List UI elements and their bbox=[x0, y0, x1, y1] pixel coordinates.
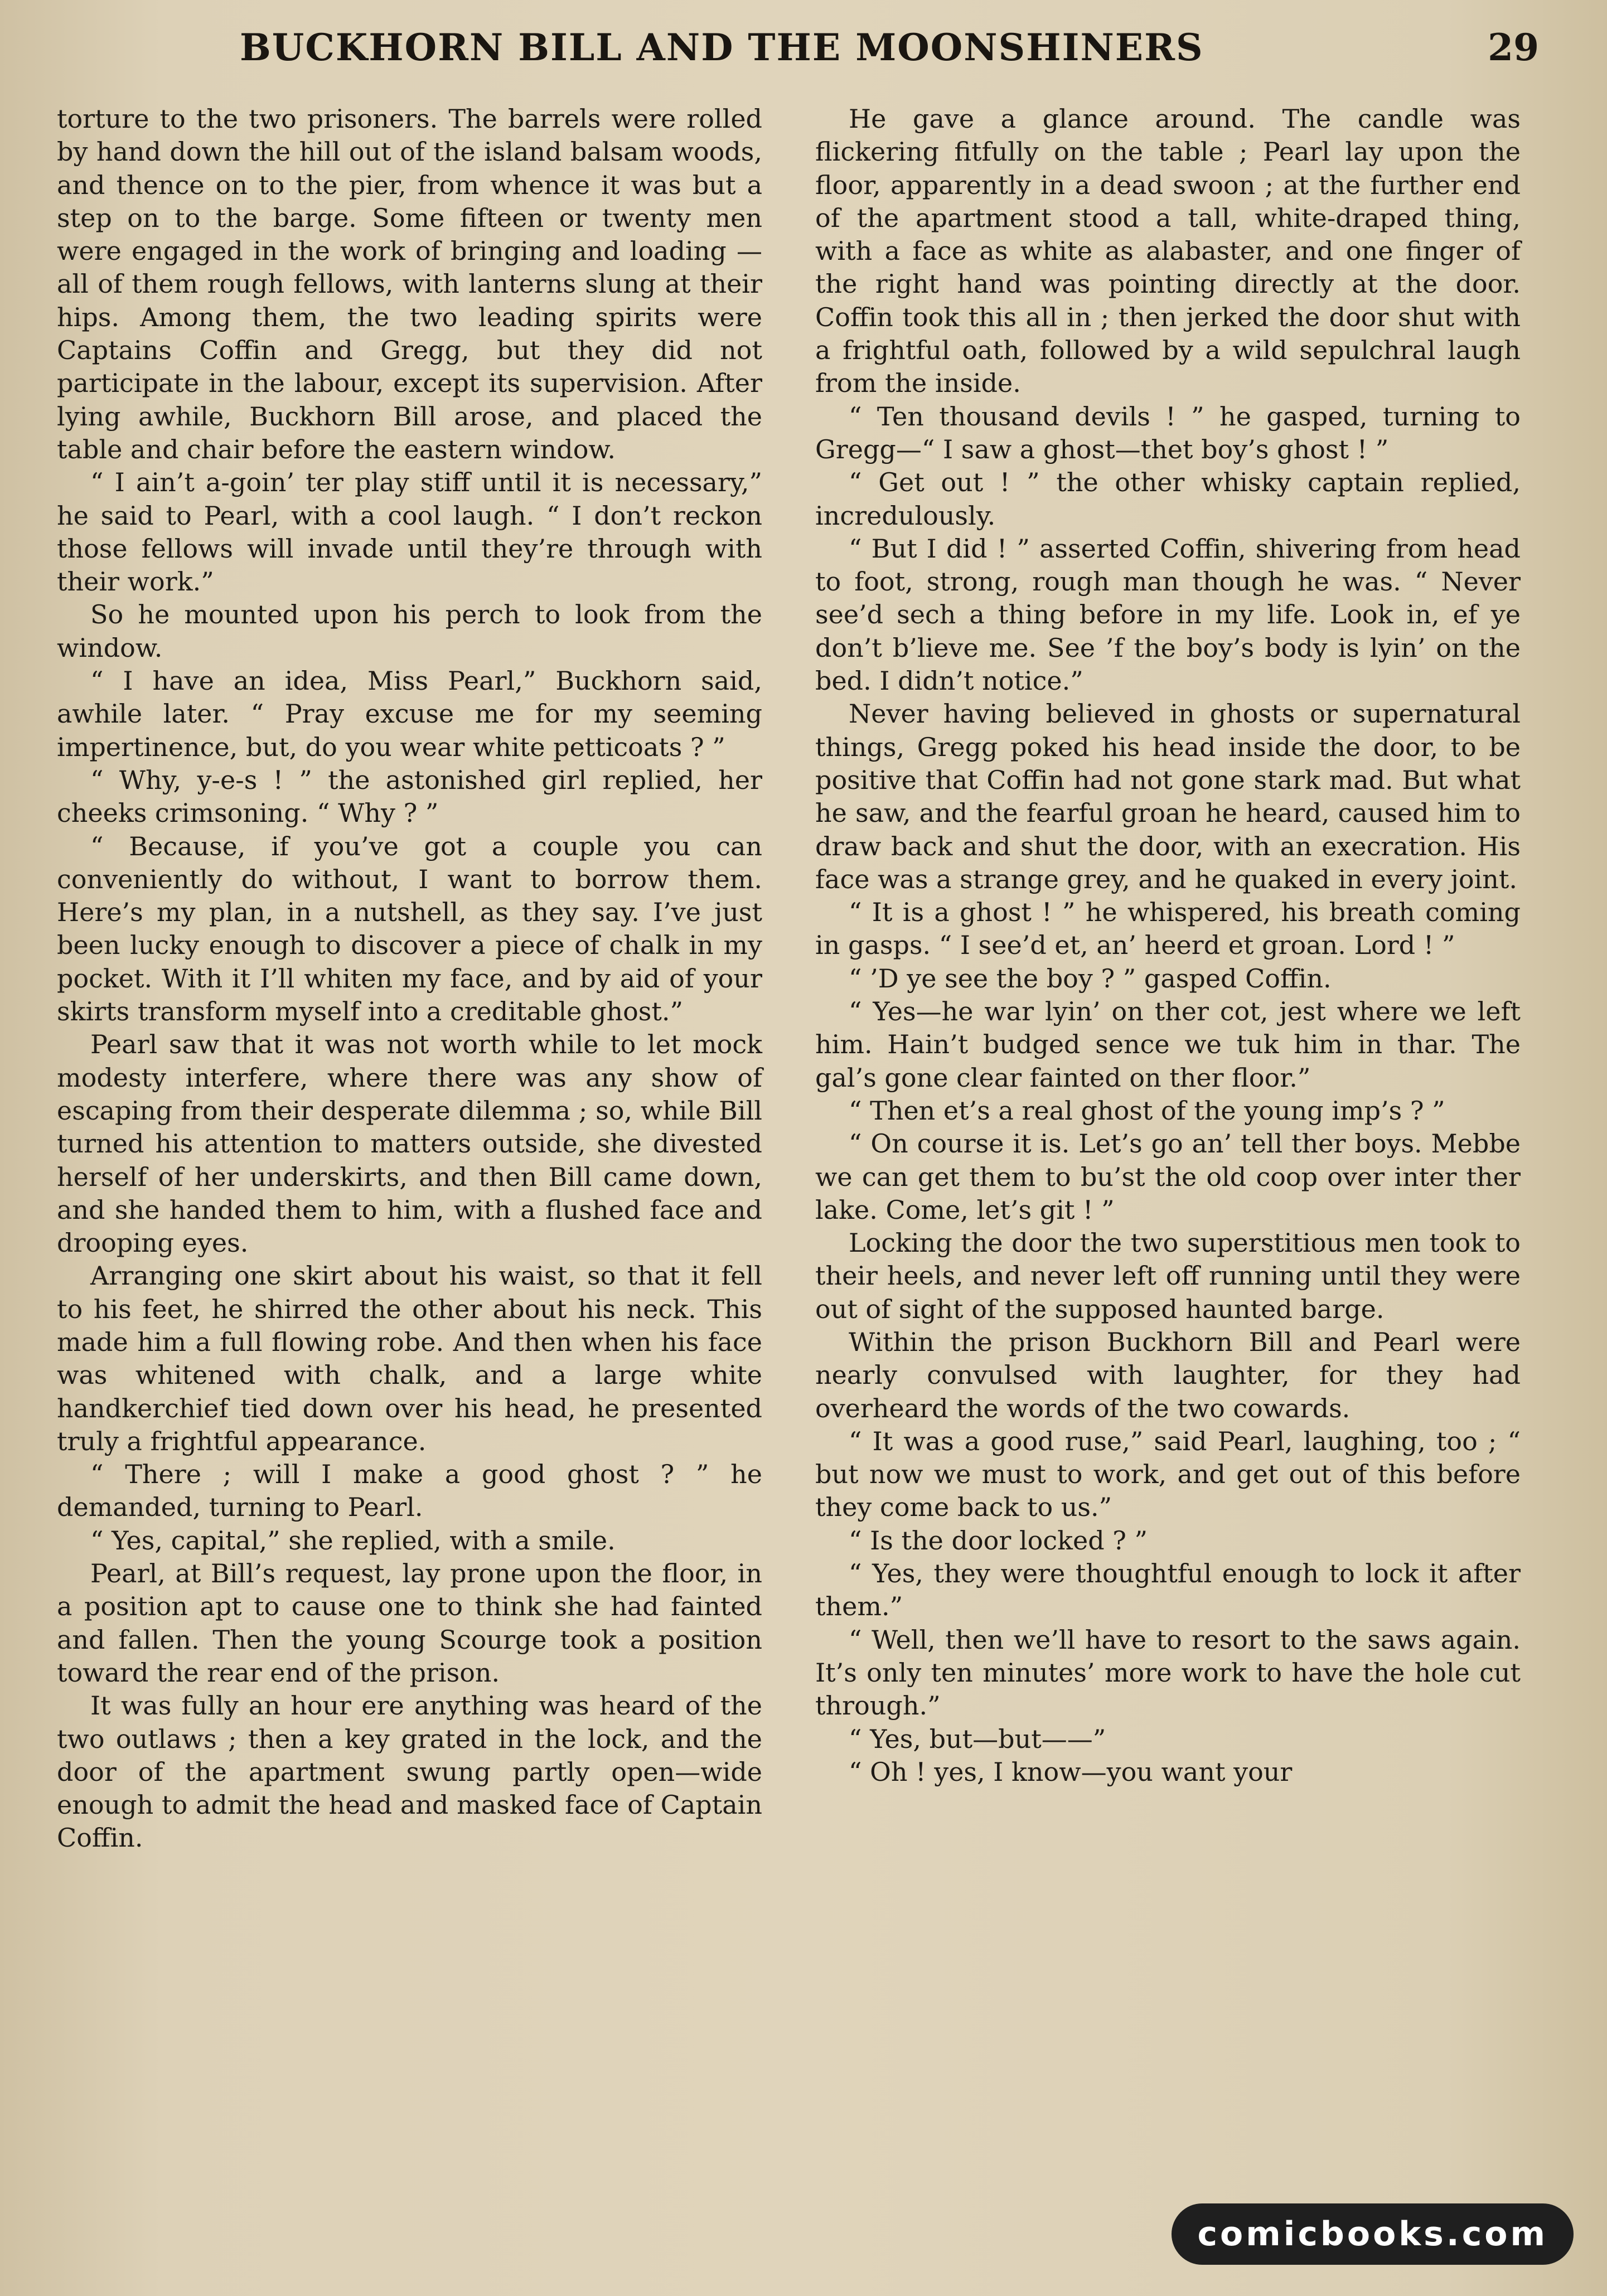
paragraph: “ But I did ! ” asserted Coffin, shivering from head to foot, strong, rough man though he was. “ Never see’d sech a thing before in my life. Look in, ef ye don’t b’lieve me. See ’f the boy’s body is lyin’ on the bed. I didn’t notice.” bbox=[815, 533, 1521, 696]
paragraph: “ I ain’t a-goin’ ter play stiff until it is necessary,” he said to Pearl, with a cool laugh. “ I don’t reckon those fellows will invade until they’re through with their work.” bbox=[57, 467, 762, 597]
paragraph: Within the prison Buckhorn Bill and Pearl were nearly convulsed with laughter, for they had overheard the words of the two cowards. bbox=[815, 1326, 1521, 1423]
paragraph: “ Oh ! yes, I know—you want your bbox=[849, 1756, 1293, 1787]
page-number: 29 bbox=[1488, 26, 1539, 69]
paragraph: It was fully an hour ere anything was heard of the two outlaws ; then a key grated in the lock, and the door of the apartment swung partly open—wide enough to admit the head and masked face of Captain Coffin. bbox=[57, 1690, 762, 1853]
paragraph: “ Because, if you’ve got a couple you can conveniently do without, I want to borrow them. Here’s my plan, in a nutshell, as they say. I’ve just been lucky enough to discover a piece of chalk in my pocket. With it I’ll whiten my face, and by aid of your skirts transform myself into a creditable ghost.” bbox=[57, 831, 762, 1027]
left-column bbox=[57, 103, 762, 1855]
paragraph: “ Well, then we’ll have to resort to the saws again. It’s only ten minutes’ more work to have the hole cut through.” bbox=[815, 1624, 1521, 1721]
paragraph: “ Yes, they were thoughtful enough to lock it after them.” bbox=[815, 1558, 1521, 1622]
paragraph: “ On course it is. Let’s go an’ tell ther boys. Mebbe we can get them to bu’st the old coop over inter ther lake. Come, let’s git ! ” bbox=[815, 1128, 1521, 1225]
watermark-badge: comicbooks.com bbox=[1172, 2203, 1574, 2265]
paragraph: “ Why, y-e-s ! ” the astonished girl replied, her cheeks crimsoning. “ Why ? ” bbox=[57, 764, 762, 829]
paragraph: “ Get out ! ” the other whisky captain replied, incredulously. bbox=[815, 467, 1521, 531]
paragraph: Never having believed in ghosts or supernatural things, Gregg poked his head inside the door, to be positive that Coffin had not gone stark mad. But what he saw, and the fearful groan he heard, caused him to draw back and shut the door, with an execration. His face was a strange grey, and he quaked in every joint. bbox=[815, 699, 1521, 894]
paragraph: “ It is a ghost ! ” he whispered, his breath coming in gasps. “ I see’d et, an’ heerd et groan. Lord ! ” bbox=[815, 897, 1521, 961]
paragraph: Arranging one skirt about his waist, so that it fell to his feet, he shirred the other about his neck. This made him a full flowing robe. And then when his face was whitened with chalk, and a large white handkerchief tied down over his head, he presented truly a frightful appearance. bbox=[57, 1261, 762, 1456]
right-column bbox=[815, 103, 1521, 1789]
paragraph: Pearl, at Bill’s request, lay prone upon the floor, in a position apt to cause one to think she had fainted and fallen. Then the young Scourge took a position toward the rear end of the prison. bbox=[57, 1558, 762, 1688]
paragraph: torture to the two prisoners. The barrels were rolled by hand down the hill out of the island balsam woods, and thence on to the pier, from whence it was but a step on to the barge. Some fifteen or twenty men were engaged in the work of bringing and loading —all of them rough fellows, with lanterns slung at their hips. Among them, the two leading spirits were Captains Coffin and Gregg, but they did not participate in the labour, except its supervision. After lying awhile, Buckhorn Bill arose, and placed the table and chair before the eastern window. bbox=[57, 104, 762, 464]
paragraph: “ Yes—he war lyin’ on ther cot, jest where we left him. Hain’t budged sence we tuk him in thar. The gal’s gone clear fainted on ther floor.” bbox=[815, 996, 1521, 1093]
paragraph: “ Then et’s a real ghost of the young imp’s ? ” bbox=[849, 1095, 1445, 1126]
paragraph: “ I have an idea, Miss Pearl,” Buckhorn said, awhile later. “ Pray excuse me for my seeming impertinence, but, do you wear white petticoats ? ” bbox=[57, 666, 762, 762]
page-header bbox=[56, 22, 1539, 84]
paragraph: “ Is the door locked ? ” bbox=[849, 1525, 1148, 1556]
paragraph: “ Ten thousand devils ! ” he gasped, turning to Gregg—“ I saw a ghost—thet boy’s ghost ! ” bbox=[815, 401, 1521, 464]
paragraph: He gave a glance around. The candle was flickering fitfully on the table ; Pearl lay upon the floor, apparently in a dead swoon ; at the further end of the apartment stood a tall, white-draped thing, with a face as white as alabaster, and one finger of the right hand was pointing directly at the door. Coffin took this all in ; then jerked the door shut with a frightful oath, followed by a wild sepulchral laugh from the inside. bbox=[815, 104, 1521, 399]
paragraph: So he mounted upon his perch to look from the window. bbox=[57, 599, 762, 663]
paragraph: “ It was a good ruse,” said Pearl, laughing, too ; “ but now we must to work, and get out of this before they come back to us.” bbox=[815, 1426, 1521, 1523]
paragraph: Pearl saw that it was not worth while to let mock modesty interfere, where there was any show of escaping from their desperate dilemma ; so, while Bill turned his attention to matters outside, she divested herself of her underskirts, and then Bill came down, and she handed them to him, with a flushed face and drooping eyes. bbox=[57, 1029, 762, 1258]
paragraph: “ Yes, capital,” she replied, with a smile. bbox=[90, 1525, 616, 1556]
paragraph: “ There ; will I make a good ghost ? ” he demanded, turning to Pearl. bbox=[57, 1459, 762, 1523]
paragraph: “ ’D ye see the boy ? ” gasped Coffin. bbox=[849, 963, 1332, 994]
running-title: BUCKHORN BILL AND THE MOONSHINERS bbox=[240, 26, 1204, 69]
paragraph: Locking the door the two superstitious men took to their heels, and never left off running until they were out of sight of the supposed haunted barge. bbox=[815, 1228, 1521, 1324]
paragraph: “ Yes, but—but——” bbox=[849, 1723, 1106, 1754]
